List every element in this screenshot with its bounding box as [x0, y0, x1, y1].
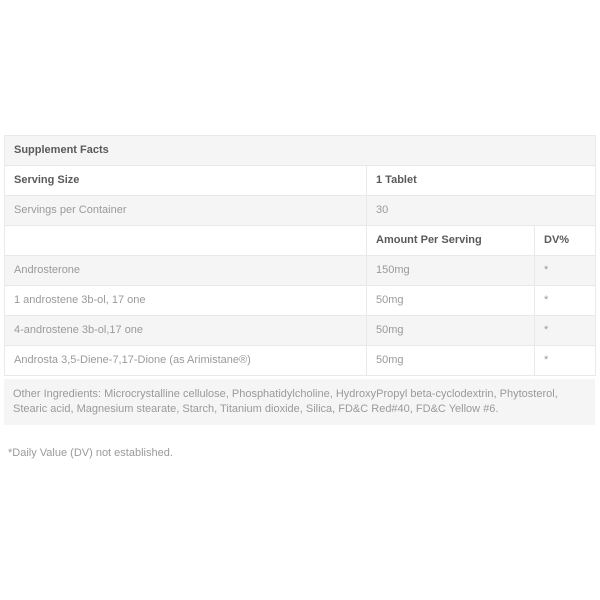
table-row: [5, 256, 596, 286]
ingredient-name: 4-androstene 3b-ol,17 one: [5, 316, 367, 346]
ingredient-dv: *: [535, 286, 596, 316]
dv-footnote: *Daily Value (DV) not established.: [8, 447, 173, 459]
column-header-row: [5, 226, 596, 256]
table-row: [5, 316, 596, 346]
ingredient-amount: 50mg: [367, 286, 535, 316]
supplement-facts-panel: [4, 135, 595, 459]
table-row: [5, 286, 596, 316]
ingredient-dv: *: [535, 256, 596, 286]
ingredient-amount: 50mg: [367, 316, 535, 346]
supplement-facts-table: [4, 135, 596, 376]
ingredient-name: Androsterone: [5, 256, 367, 286]
ingredient-name: 1 androstene 3b-ol, 17 one: [5, 286, 367, 316]
servings-per-container-row: [5, 196, 596, 226]
amount-per-serving-header: Amount Per Serving: [367, 226, 535, 256]
ingredient-amount: 150mg: [367, 256, 535, 286]
other-ingredients-text: Other Ingredients: Microcrystalline cellulose, Phosphatidylcholine, HydroxyPropyl beta-cyclodextrin, Phytosterol, Stearic acid, Magnesium stearate, Starch, Titanium dioxide, Silica, FD&C Red#40, FD&C Yellow #6.: [4, 379, 595, 425]
serving-size-label: Serving Size: [5, 166, 367, 196]
table-row: [5, 346, 596, 376]
dv-percent-header: DV%: [535, 226, 596, 256]
empty-cell: [5, 226, 367, 256]
ingredient-dv: *: [535, 316, 596, 346]
table-title: Supplement Facts: [5, 136, 596, 166]
serving-size-value: 1 Tablet: [367, 166, 596, 196]
serving-size-row: [5, 166, 596, 196]
servings-per-container-value: 30: [367, 196, 596, 226]
ingredient-name: Androsta 3,5-Diene-7,17-Dione (as Arimistane®): [5, 346, 367, 376]
ingredient-amount: 50mg: [367, 346, 535, 376]
servings-per-container-label: Servings per Container: [5, 196, 367, 226]
ingredient-dv: *: [535, 346, 596, 376]
table-title-row: [5, 136, 596, 166]
